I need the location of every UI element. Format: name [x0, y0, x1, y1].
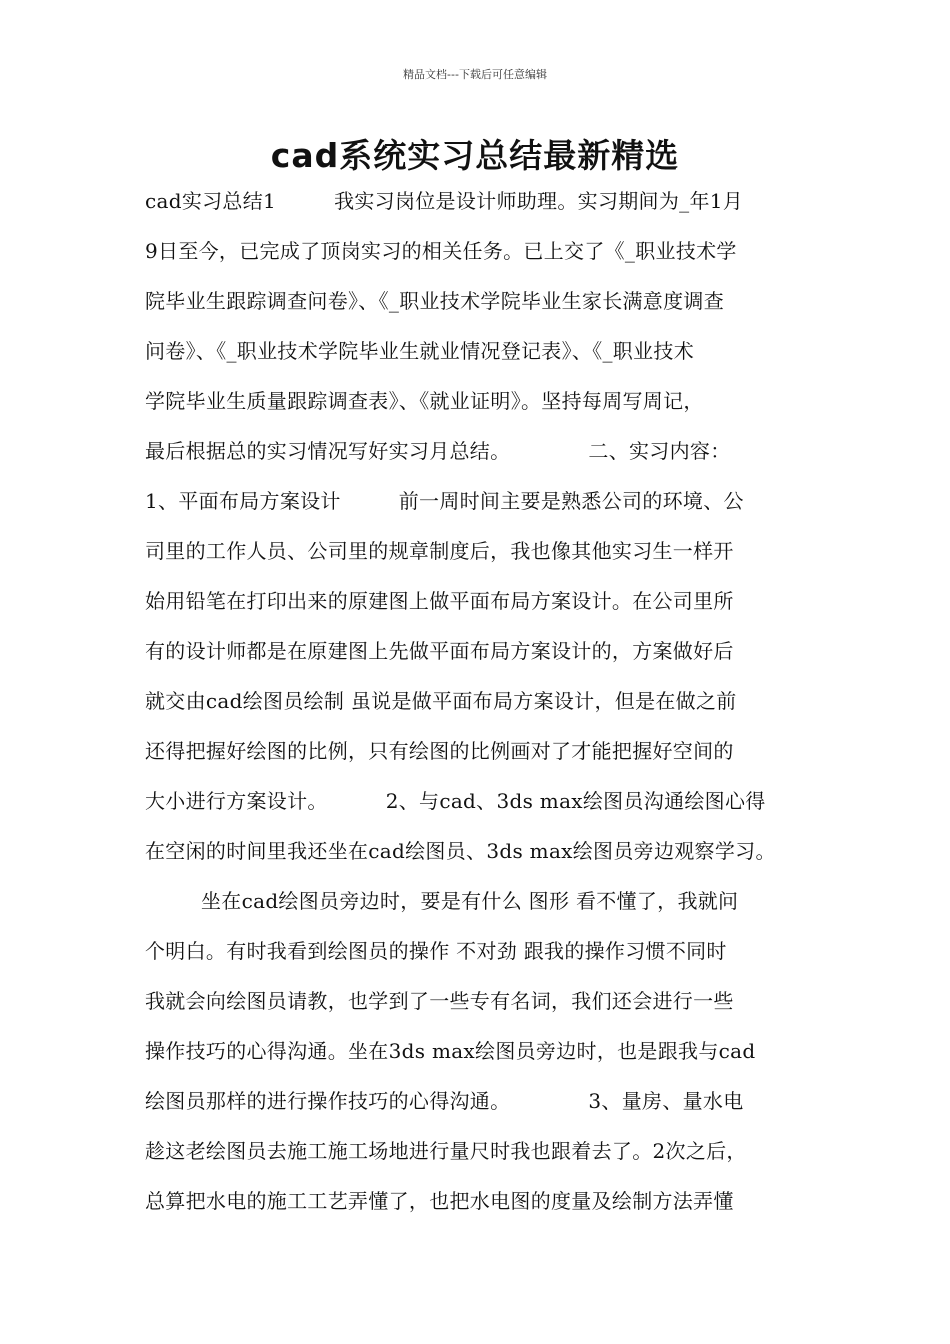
text-line: 有的设计师都是在原建图上先做平面布局方案设计的，方案做好后	[145, 639, 734, 663]
text-line: 总算把水电的施工工艺弄懂了，也把水电图的度量及绘制方法弄懂	[145, 1189, 734, 1213]
text-line: 个明白。有时我看到绘图员的操作 不对劲 跟我的操作习惯不同时	[145, 939, 727, 963]
text-line: 1、平面布局方案设计 前一周时间主要是熟悉公司的环境、公	[145, 489, 744, 513]
text-line: 就交由cad绘图员绘制 虽说是做平面布局方案设计，但是在做之前	[145, 689, 737, 713]
header-note: 精品文档---下载后可任意编辑	[403, 68, 547, 81]
text-line: 我就会向绘图员请教，也学到了一些专有名词，我们还会进行一些	[145, 989, 734, 1013]
document-body	[145, 176, 835, 1226]
document-title: cad系统实习总结最新精选	[270, 136, 680, 175]
text-line: 坐在cad绘图员旁边时，要是有什么 图形 看不懂了，我就问	[201, 889, 739, 913]
text-line: 问卷》、《_职业技术学院毕业生就业情况登记表》、《_职业技术	[145, 339, 694, 363]
text-line: 学院毕业生质量跟踪调查表》、《就业证明》。坚持每周写周记，	[145, 389, 704, 413]
text-line: 9日至今，已完成了顶岗实习的相关任务。已上交了《_职业技术学	[145, 239, 737, 263]
text-line: 绘图员那样的进行操作技巧的心得沟通。 3、量房、量水电	[145, 1089, 744, 1113]
text-line: 还得把握好绘图的比例，只有绘图的比例画对了才能把握好空间的	[145, 739, 734, 763]
text-line: 司里的工作人员、公司里的规章制度后，我也像其他实习生一样开	[145, 539, 734, 563]
text-line: cad实习总结1 我实习岗位是设计师助理。实习期间为_年1月	[145, 189, 744, 213]
text-line: 在空闲的时间里我还坐在cad绘图员、3ds max绘图员旁边观察学习。	[145, 839, 776, 863]
text-line: 始用铅笔在打印出来的原建图上做平面布局方案设计。在公司里所	[145, 589, 734, 613]
text-line: 最后根据总的实习情况写好实习月总结。 二、实习内容：	[145, 439, 731, 463]
text-line: 大小进行方案设计。 2、与cad、3ds max绘图员沟通绘图心得	[145, 789, 766, 813]
text-line: 操作技巧的心得沟通。坐在3ds max绘图员旁边时，也是跟我与cad	[145, 1039, 756, 1063]
text-line: 院毕业生跟踪调查问卷》、《_职业技术学院毕业生家长满意度调查	[145, 289, 724, 313]
text-line: 趁这老绘图员去施工施工场地进行量尺时我也跟着去了。2次之后，	[145, 1139, 747, 1163]
